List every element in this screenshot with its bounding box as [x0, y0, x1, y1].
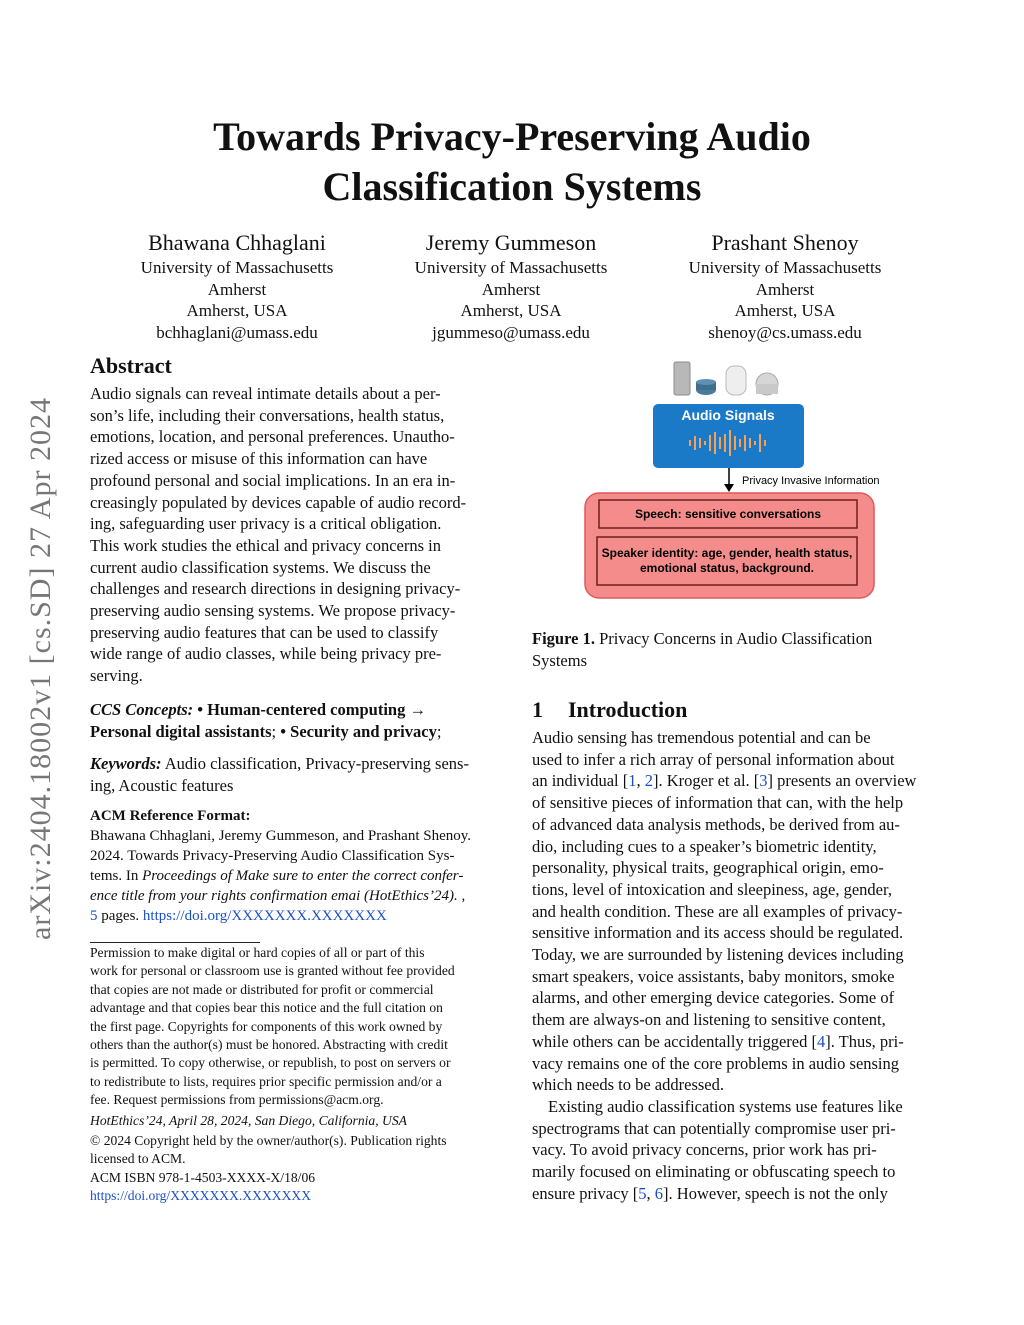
intro-line: [532, 1183, 936, 1205]
speech-box-label: Speech: sensitive conversations: [634, 507, 822, 521]
abstract-line: wide range of audio classes, while being privacy pre-: [90, 644, 442, 664]
acm-ref-line: pages.: [97, 907, 143, 924]
intro-text: ] presents an overview: [767, 771, 917, 791]
permission-line: work for personal or classroom use is granted without fee provided: [90, 963, 455, 979]
ccs-item: • Human-centered computing →: [197, 699, 426, 719]
author-block-3: [654, 229, 916, 343]
ccs-end: ;: [436, 721, 442, 741]
author-name: Prashant Shenoy: [711, 230, 859, 255]
acm-ref-line: tems. In: [90, 867, 143, 884]
abstract-line: challenges and research directions in designing privacy-: [90, 579, 461, 599]
intro-line: Audio sensing has tremendous potential and can be: [532, 728, 871, 747]
left-column: [90, 352, 495, 926]
abstract-line: profound personal and social implications. In an era in-: [90, 470, 456, 490]
keywords-text: Audio classification, Privacy-preserving sens-: [161, 754, 469, 774]
intro-paragraph-1: [532, 727, 936, 1096]
doi-link[interactable]: https://doi.org/XXXXXXX.XXXXXXX: [142, 907, 387, 924]
intro-line: smart speakers, voice assistants, baby monitors, smoke: [532, 966, 895, 986]
intro-heading: [532, 696, 936, 724]
intro-text: ]. Thus, pri-: [825, 1031, 904, 1051]
acm-ref-proceedings: ence title from your rights confirmation emai (HotEthics’24).: [90, 887, 458, 904]
intro-text: ,: [646, 1183, 655, 1203]
venue-line: HotEthics’24, April 28, 2024, San Diego, California, USA: [90, 1112, 407, 1128]
section-title: Introduction: [568, 697, 688, 722]
intro-line: personality, physical traits, geographical origin, emo-: [532, 858, 884, 878]
smart-speaker-icons: [674, 362, 778, 395]
author-affiliation: Amherst: [755, 279, 815, 299]
author-name: Bhawana Chhaglani: [148, 230, 326, 255]
abstract-line: preserving audio sensing systems. We propose privacy-: [90, 601, 456, 621]
speaker-tower-icon: [674, 362, 690, 395]
intro-line: sensitive information and its access should be regulated.: [532, 923, 904, 943]
citation-link[interactable]: 1: [628, 771, 637, 791]
copyright-line: licensed to ACM.: [90, 1151, 186, 1167]
acm-ref-line: Bhawana Chhaglani, Jeremy Gummeson, and Prashant Shenoy.: [90, 827, 472, 844]
abstract-line: emotions, location, and personal preferences. Unautho-: [90, 427, 455, 447]
author-affiliation: Amherst: [481, 279, 541, 299]
speaker-dot-top-icon: [696, 379, 716, 385]
ccs-concepts: [90, 699, 495, 742]
abstract-body: [90, 383, 495, 687]
permission-line: to redistribute to lists, requires prior specific permission and/or a: [90, 1073, 442, 1089]
intro-text: ,: [636, 771, 645, 791]
intro-line: used to infer a rich array of personal information about: [532, 749, 895, 769]
abstract-line: rized access or misuse of this information can have: [90, 449, 428, 469]
author-name: Jeremy Gummeson: [425, 230, 597, 255]
abstract-line: ing, safeguarding user privacy is a critical obligation.: [90, 514, 442, 534]
abstract-line: Audio signals can reveal intimate details about a per-: [90, 384, 441, 403]
figure-caption-text: Systems: [532, 651, 588, 670]
section-number: 1: [532, 697, 543, 722]
intro-line: vacy remains one of the core problems in audio sensing: [532, 1053, 900, 1073]
intro-line: alarms, and other emerging device categories. Some of: [532, 988, 895, 1008]
page-count-link[interactable]: 5: [90, 907, 98, 924]
abstract-heading: Abstract: [90, 353, 172, 378]
permission-line: advantage and that copies bear this notice and the full citation on: [90, 1000, 443, 1016]
acm-ref-proceedings: Proceedings of Make sure to enter the correct confer-: [142, 867, 464, 884]
intro-line: and health condition. These are all examples of privacy-: [532, 901, 903, 921]
keywords-label: Keywords:: [90, 754, 162, 774]
author-block-2: [380, 229, 642, 343]
keywords-text: ing, Acoustic features: [90, 775, 234, 795]
speaker-identity-label: Speaker identity: age, gender, health status,: [601, 546, 853, 560]
intro-line: vacy. To avoid privacy concerns, prior work has pri-: [532, 1140, 877, 1160]
permission-line: is permitted. To copy otherwise, or republish, to post on servers or: [90, 1055, 451, 1071]
ccs-separator: ;: [271, 721, 281, 741]
author-location: Amherst, USA: [460, 301, 562, 320]
speaker-mini-base-icon: [756, 384, 778, 394]
author-email: shenoy@cs.umass.edu: [708, 322, 862, 342]
abstract-line: preserving audio features that can be used to classify: [90, 622, 439, 642]
figure-1: [582, 352, 882, 607]
abstract-line: This work studies the ethical and privacy concerns in: [90, 535, 441, 555]
abstract-line: son’s life, including their conversations, health status,: [90, 405, 445, 425]
author-location: Amherst, USA: [734, 301, 836, 320]
intro-line: [532, 770, 936, 792]
acm-ref-line: 2024. Towards Privacy-Preserving Audio Classification Sys-: [90, 847, 455, 864]
paper-title: [0, 112, 1024, 212]
intro-text: ]. Kroger et al. [: [652, 771, 760, 791]
title-line-2: Classification Systems: [322, 164, 702, 209]
figure-caption: [532, 628, 936, 672]
intro-line: [532, 1031, 936, 1053]
arrow-label: Privacy Invasive Information: [742, 475, 880, 487]
permission-line: Permission to make digital or hard copies of all or part of this: [90, 945, 425, 960]
author-affiliation: University of Massachusetts: [688, 258, 882, 277]
citation-link[interactable]: 4: [816, 1031, 826, 1051]
abstract-line: creasingly populated by devices capable of audio record-: [90, 492, 467, 512]
intro-text: ensure privacy [: [532, 1183, 639, 1203]
acm-ref-line: ,: [457, 887, 466, 904]
figure-caption-label: Figure 1.: [532, 629, 595, 648]
permission-line: fee. Request permissions from permissions@acm.org.: [90, 1092, 384, 1108]
citation-link[interactable]: 3: [759, 771, 768, 791]
audio-signals-label: Audio Signals: [681, 407, 775, 423]
arrow-down-icon: [724, 484, 734, 492]
intro-line: Existing audio classification systems use features like: [548, 1096, 903, 1116]
citation-link[interactable]: 5: [638, 1183, 647, 1203]
speaker-identity-label: emotional status, background.: [639, 561, 815, 575]
acm-ref-heading: ACM Reference Format:: [90, 807, 251, 824]
keywords: [90, 753, 495, 796]
author-email: bchhaglani@umass.edu: [156, 322, 318, 342]
intro-line: which needs to be addressed.: [532, 1075, 724, 1095]
title-line-1: Towards Privacy-Preserving Audio: [213, 114, 811, 159]
permission-line: that copies are not made or distributed for profit or commercial: [90, 981, 434, 997]
permission-block: [90, 944, 494, 1206]
copyright-line: © 2024 Copyright held by the owner/author(s). Publication rights: [90, 1133, 447, 1149]
right-column: [532, 696, 936, 1204]
intro-paragraph-2: [532, 1096, 936, 1205]
arxiv-stamp: arXiv:2404.18002v1 [cs.SD] 27 Apr 2024: [24, 397, 57, 940]
acm-reference: [90, 806, 495, 926]
ccs-item: • Security and privacy: [280, 721, 437, 741]
intro-line: of advanced data analysis methods, be derived from au-: [532, 814, 900, 834]
intro-text: an individual [: [532, 771, 629, 791]
intro-line: Today, we are surrounded by listening devices including: [532, 945, 904, 965]
author-affiliation: University of Massachusetts: [414, 258, 608, 277]
intro-line: dio, including cues to a speaker’s biometric identity,: [532, 836, 877, 856]
author-block-1: [106, 229, 368, 343]
abstract-line: serving.: [90, 666, 143, 686]
author-location: Amherst, USA: [186, 301, 288, 320]
intro-line: them are always-on and listening to sensitive content,: [532, 1010, 886, 1030]
intro-text: ]. However, speech is not the only: [663, 1183, 888, 1203]
isbn-line: ACM ISBN 978-1-4503-XXXX-X/18/06: [90, 1169, 316, 1185]
author-affiliation: Amherst: [207, 279, 267, 299]
ccs-label: CCS Concepts:: [90, 699, 194, 719]
permission-line: the first page. Copyrights for components of this work owned by: [90, 1018, 443, 1034]
abstract-line: current audio classification systems. We discuss the: [90, 557, 431, 577]
footnote-rule: [90, 942, 260, 943]
intro-text: while others can be accidentally triggered [: [532, 1031, 817, 1051]
intro-line: tions, level of intoxication and sleepiness, age, gender,: [532, 879, 892, 899]
figure-caption-text: Privacy Concerns in Audio Classification: [594, 629, 873, 648]
intro-line: spectrograms that can potentially compromise user pri-: [532, 1118, 896, 1138]
ccs-item: Personal digital assistants: [90, 721, 272, 741]
permission-line: others than the author(s) must be honored. Abstracting with credit: [90, 1037, 448, 1053]
author-email: jgummeso@umass.edu: [432, 322, 590, 342]
permission-doi-link[interactable]: https://doi.org/XXXXXXX.XXXXXXX: [90, 1188, 312, 1204]
intro-line: marily focused on eliminating or obfuscating speech to: [532, 1162, 896, 1182]
figure-1-graphic: [582, 352, 882, 607]
citation-link[interactable]: 2: [644, 771, 653, 791]
speaker-home-icon: [726, 366, 746, 395]
citation-link[interactable]: 6: [654, 1183, 664, 1203]
author-affiliation: University of Massachusetts: [140, 258, 334, 277]
intro-line: of sensitive pieces of information that can, with the help: [532, 793, 904, 813]
